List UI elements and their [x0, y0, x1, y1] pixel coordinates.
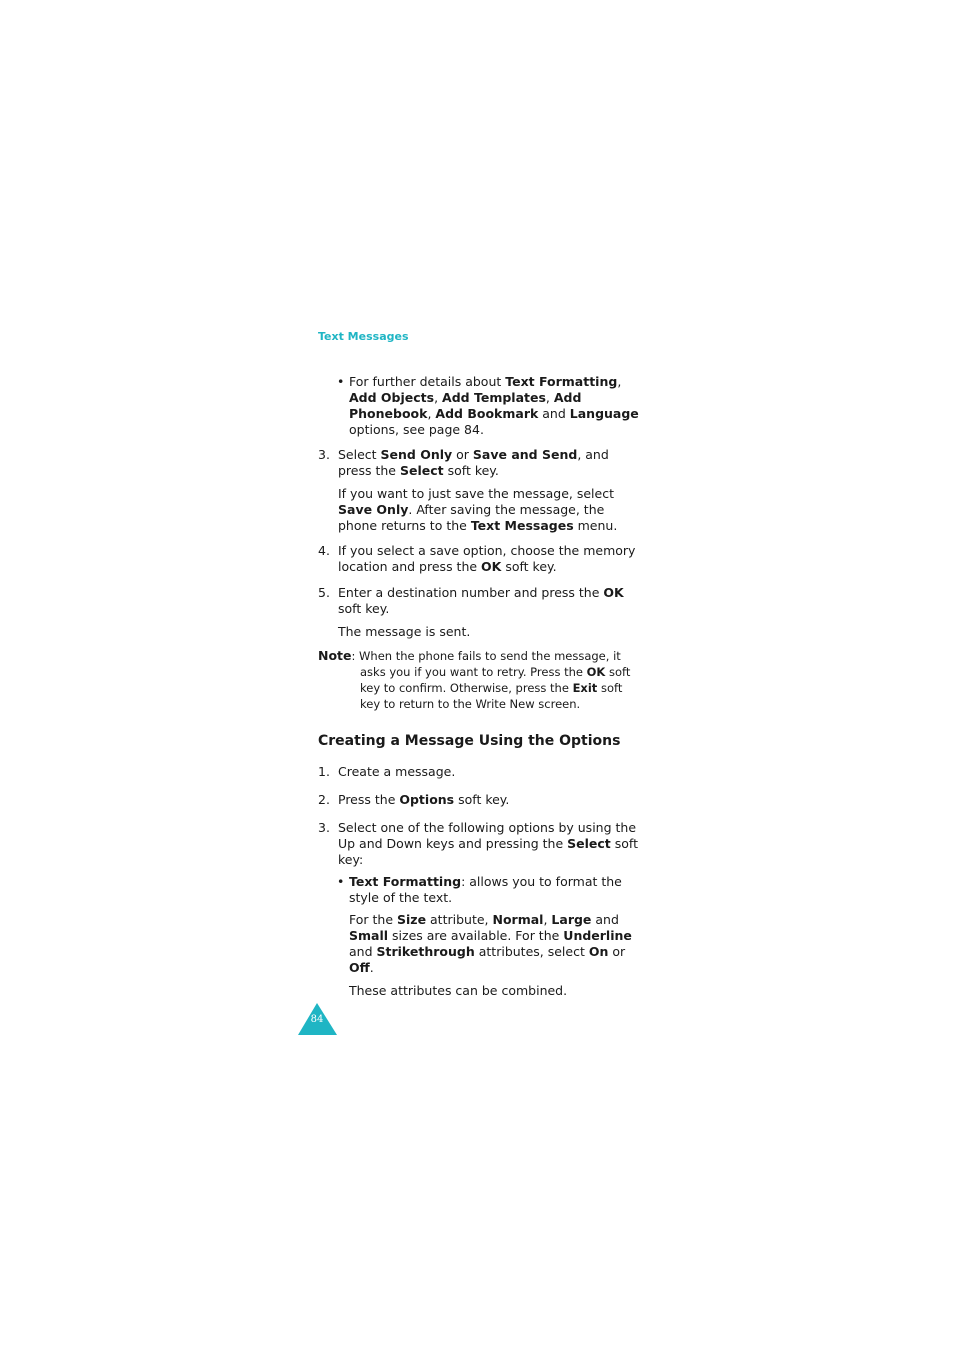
note-first-line: Note: When the phone fails to send the message, it: [318, 648, 621, 663]
text-formatting-bullet: Text Formatting: allows you to format the style of the text.: [349, 874, 622, 905]
step-5-text: Enter a destination number and press the OK soft key.: [338, 585, 624, 616]
bullet-marker: •: [337, 874, 345, 889]
further-details-bullet: For further details about Text Formatting, Add Objects, Add Templates, Add Phonebook, Add Bookmark and Language options, see page 84.: [349, 374, 639, 437]
step-3-paragraph: If you want to just save the message, select Save Only. After saving the message, the phone returns to the Text Messages menu.: [338, 486, 618, 533]
s2-step-1-number: 1.: [318, 764, 330, 779]
bullet-marker: •: [337, 374, 345, 389]
s2-step-2-number: 2.: [318, 792, 330, 807]
step-5-number: 5.: [318, 585, 330, 600]
step-4-text: If you select a save option, choose the memory location and press the OK soft key.: [338, 543, 636, 574]
step-4-number: 4.: [318, 543, 330, 558]
text-formatting-paragraph: For the Size attribute, Normal, Large and Small sizes are available. For the Underline and Strikethrough attributes, select On or Off.: [349, 912, 632, 975]
s2-step-1-text: Create a message.: [338, 764, 456, 779]
s2-step-2-text: Press the Options soft key.: [338, 792, 510, 807]
combined-attributes-text: These attributes can be combined.: [349, 983, 568, 998]
step-3-number: 3.: [318, 447, 330, 462]
note-text: asks you if you want to retry. Press the OK soft key to confirm. Otherwise, press the Exit soft key to return to the Write New screen.: [360, 665, 631, 711]
step-3-text: Select Send Only or Save and Send, and press the Select soft key.: [338, 447, 609, 478]
s2-step-3-text: Select one of the following options by using the Up and Down keys and pressing the Select soft key:: [338, 820, 638, 867]
section-header: Text Messages: [318, 330, 409, 343]
page-number: 84: [310, 1014, 324, 1025]
section-heading: Creating a Message Using the Options: [318, 733, 621, 749]
s2-step-3-number: 3.: [318, 820, 330, 835]
step-5-paragraph: The message is sent.: [338, 624, 471, 639]
